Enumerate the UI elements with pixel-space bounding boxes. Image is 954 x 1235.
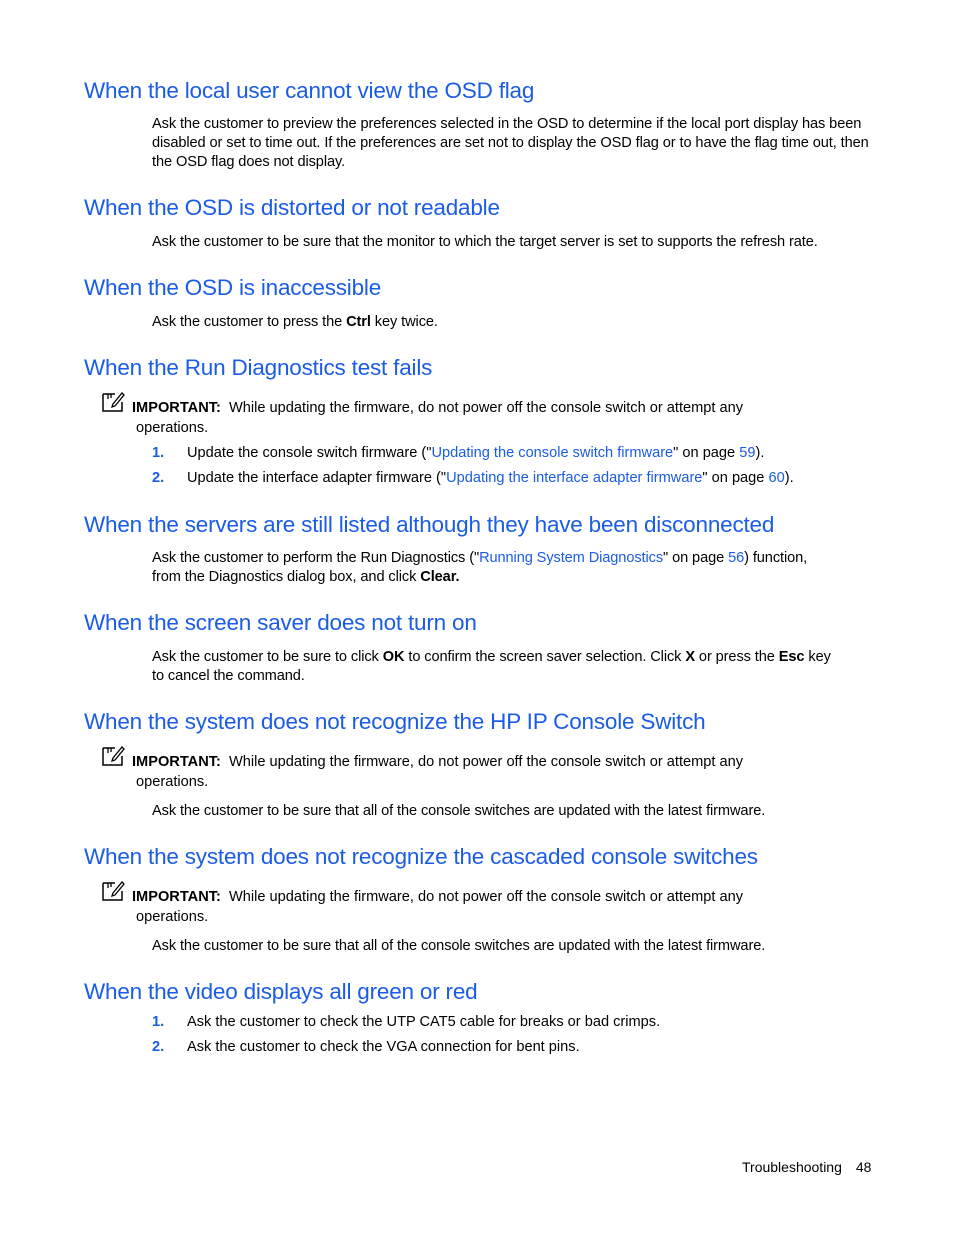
important-text: While updating the firmware, do not power off the console switch or attempt any xyxy=(229,400,744,416)
paragraph-local-user-osd-flag: Ask the customer to preview the preferences selected in the OSD to determine if the local port display has been disabled or set to time out. If the preferences are set not to display the OSD flag or to have the flag time out, then the OSD flag does not display. xyxy=(152,116,869,170)
heading-hp-ip-console-switch: When the system does not recognize the HP IP Console Switch xyxy=(84,709,706,734)
link-running-system-diagnostics[interactable]: Running System Diagnostics xyxy=(479,550,664,566)
list-text: Ask the customer to check the VGA connection for bent pins. xyxy=(187,1039,580,1055)
important-continuation: operations. xyxy=(136,774,209,790)
important-note-icon xyxy=(100,879,126,903)
link-updating-interface-adapter-firmware[interactable]: Updating the interface adapter firmware xyxy=(446,470,703,486)
paragraph-cascaded-console-switches: Ask the customer to be sure that all of the console switches are updated with the latest firmware. xyxy=(152,938,766,954)
paragraph-screen-saver: Ask the customer to be sure to click OK to confirm the screen saver selection. Click X or press the Esc key to cancel the command. xyxy=(152,649,831,684)
heading-cascaded-console-switches: When the system does not recognize the cascaded console switches xyxy=(84,844,758,869)
list-number: 2. xyxy=(152,1039,165,1055)
important-label: IMPORTANT: xyxy=(132,889,221,905)
important-continuation: operations. xyxy=(136,420,209,436)
paragraph-servers-still-listed: Ask the customer to perform the Run Diagnostics ("Running System Diagnostics" on page 56) function, from the Diagnostics dialog box, and click Clear. xyxy=(152,550,808,585)
list-text: Ask the customer to check the UTP CAT5 cable for breaks or bad crimps. xyxy=(187,1014,661,1030)
important-note-icon xyxy=(100,744,126,768)
clear-label: Clear. xyxy=(420,569,460,585)
link-page-59[interactable]: 59 xyxy=(739,445,756,461)
heading-local-user-osd-flag: When the local user cannot view the OSD flag xyxy=(84,78,535,103)
list-number: 1. xyxy=(152,445,165,461)
important-continuation: operations. xyxy=(136,909,209,925)
heading-osd-distorted: When the OSD is distorted or not readable xyxy=(84,195,500,220)
page-footer xyxy=(742,1159,871,1175)
heading-osd-inaccessible: When the OSD is inaccessible xyxy=(84,275,382,300)
list-number: 1. xyxy=(152,1014,165,1030)
heading-screen-saver: When the screen saver does not turn on xyxy=(84,610,477,635)
footer-section-title: Troubleshooting xyxy=(742,1159,842,1175)
link-page-56[interactable]: 56 xyxy=(728,550,745,566)
important-text: While updating the firmware, do not power off the console switch or attempt any xyxy=(229,889,744,905)
heading-video-green-red: When the video displays all green or red xyxy=(84,979,478,1004)
important-text: While updating the firmware, do not power off the console switch or attempt any xyxy=(229,754,744,770)
paragraph-osd-distorted: Ask the customer to be sure that the monitor to which the target server is set to supports the refresh rate. xyxy=(152,234,818,250)
heading-servers-still-listed: When the servers are still listed although they have been disconnected xyxy=(84,512,775,537)
page-number: 48 xyxy=(855,1159,872,1175)
ctrl-key-label: Ctrl xyxy=(346,314,371,330)
list-number: 2. xyxy=(152,470,165,486)
important-label: IMPORTANT: xyxy=(132,754,221,770)
paragraph-hp-ip-console-switch: Ask the customer to be sure that all of the console switches are updated with the latest firmware. xyxy=(152,803,766,819)
important-label: IMPORTANT: xyxy=(132,400,221,416)
important-note-icon xyxy=(100,390,126,414)
heading-run-diagnostics-fails: When the Run Diagnostics test fails xyxy=(84,355,433,380)
link-page-60[interactable]: 60 xyxy=(768,470,785,486)
paragraph-osd-inaccessible: Ask the customer to press the Ctrl key twice. xyxy=(152,314,438,330)
link-updating-console-switch-firmware[interactable]: Updating the console switch firmware xyxy=(431,445,674,461)
